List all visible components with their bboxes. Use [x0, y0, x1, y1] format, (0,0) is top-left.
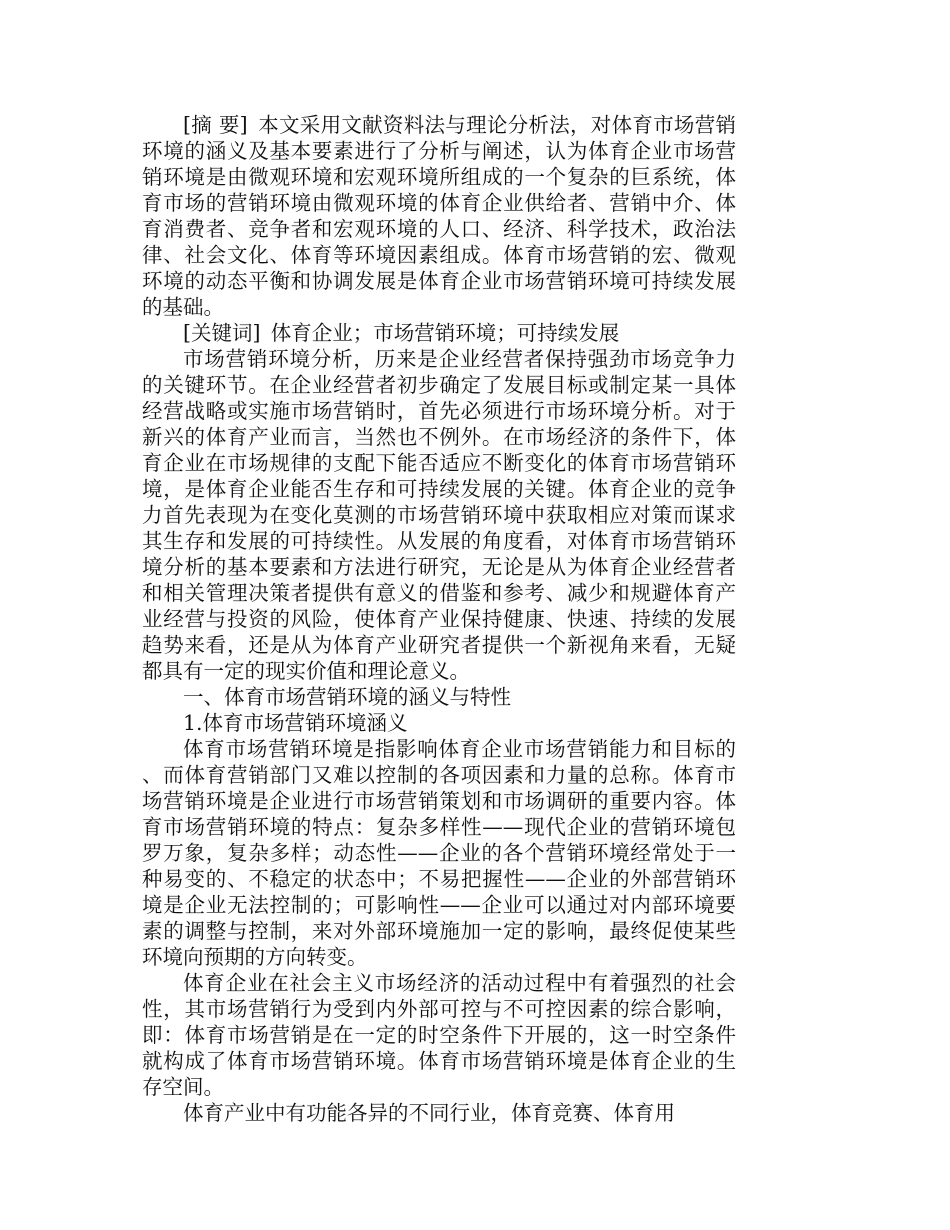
body-paragraph-1: 体育市场营销环境是指影响体育企业市场营销能力和目标的、而体育营销部门又难以控制的各项因素和力量的总称。体育市场营销环境是企业进行市场营销策划和市场调研的重要内容。体育市场营销环境的特点：复杂多样性——现代企业的营销环境包罗万象，复杂多样；动态性——企业的各个营销环境经常处于一种易变的、不稳定的状态中；不易把握性——企业的外部营销环境是企业无法控制的；可影响性——企业可以通过对内部环境要素的调整与控制，来对外部环境施加一定的影响，最终促使某些环境向预期的方向转变。 [142, 737, 736, 969]
abstract-label: [摘 要] [183, 113, 248, 137]
keywords-label: [关键词] [183, 321, 261, 345]
abstract-paragraph [142, 112, 736, 320]
section-heading: 一、体育市场营销环境的涵义与特性 [183, 685, 511, 709]
keywords-text: 体育企业；市场营销环境；可持续发展 [270, 321, 620, 345]
intro-paragraph: 市场营销环境分析，历来是企业经营者保持强劲市场竞争力的关键环节。在企业经营者初步确定了发展目标或制定某一具体经营战略或实施市场营销时，首先必须进行市场环境分析。对于新兴的体育产业而言，当然也不例外。在市场经济的条件下，体育企业在市场规律的支配下能否适应不断变化的体育市场营销环境，是体育企业能否生存和可持续发展的关键。体育企业的竞争力首先表现为在变化莫测的市场营销环境中获取相应对策而谋求其生存和发展的可持续性。从发展的角度看，对体育市场营销环境分析的基本要素和方法进行研究，无论是从为体育企业经营者和相关管理决策者提供有意义的借鉴和参考、减少和规避体育产业经营与投资的风险，使体育产业保持健康、快速、持续的发展趋势来看，还是从为体育产业研究者提供一个新视角来看，无疑都具有一定的现实价值和理论意义。 [142, 347, 736, 683]
subsection-heading: 1.体育市场营销环境涵义 [183, 711, 408, 735]
body-paragraph-2: 体育企业在社会主义市场经济的活动过程中有着强烈的社会性，其市场营销行为受到内外部可控与不可控因素的综合影响，即：体育市场营销是在一定的时空条件下开展的，这一时空条件就构成了体育市场营销环境。体育市场营销环境是体育企业的生存空间。 [142, 971, 736, 1099]
abstract-text: 本文采用文献资料法与理论分析法，对体育市场营销环境的涵义及基本要素进行了分析与阐述，认为体育企业市场营销环境是由微观环境和宏观环境所组成的一个复杂的巨系统，体育市场的营销环境由微观环境的体育企业供给者、营销中介、体育消费者、竞争者和宏观环境的人口、经济、科学技术，政治法律、社会文化、体育等环境因素组成。体育市场营销的宏、微观环境的动态平衡和协调发展是体育企业市场营销环境可持续发展的基础。 [142, 113, 737, 319]
body-paragraph-3: 体育产业中有功能各异的不同行业，体育竞赛、体育用 [183, 1101, 675, 1125]
document-body [142, 112, 736, 1126]
keywords-paragraph [142, 320, 736, 346]
